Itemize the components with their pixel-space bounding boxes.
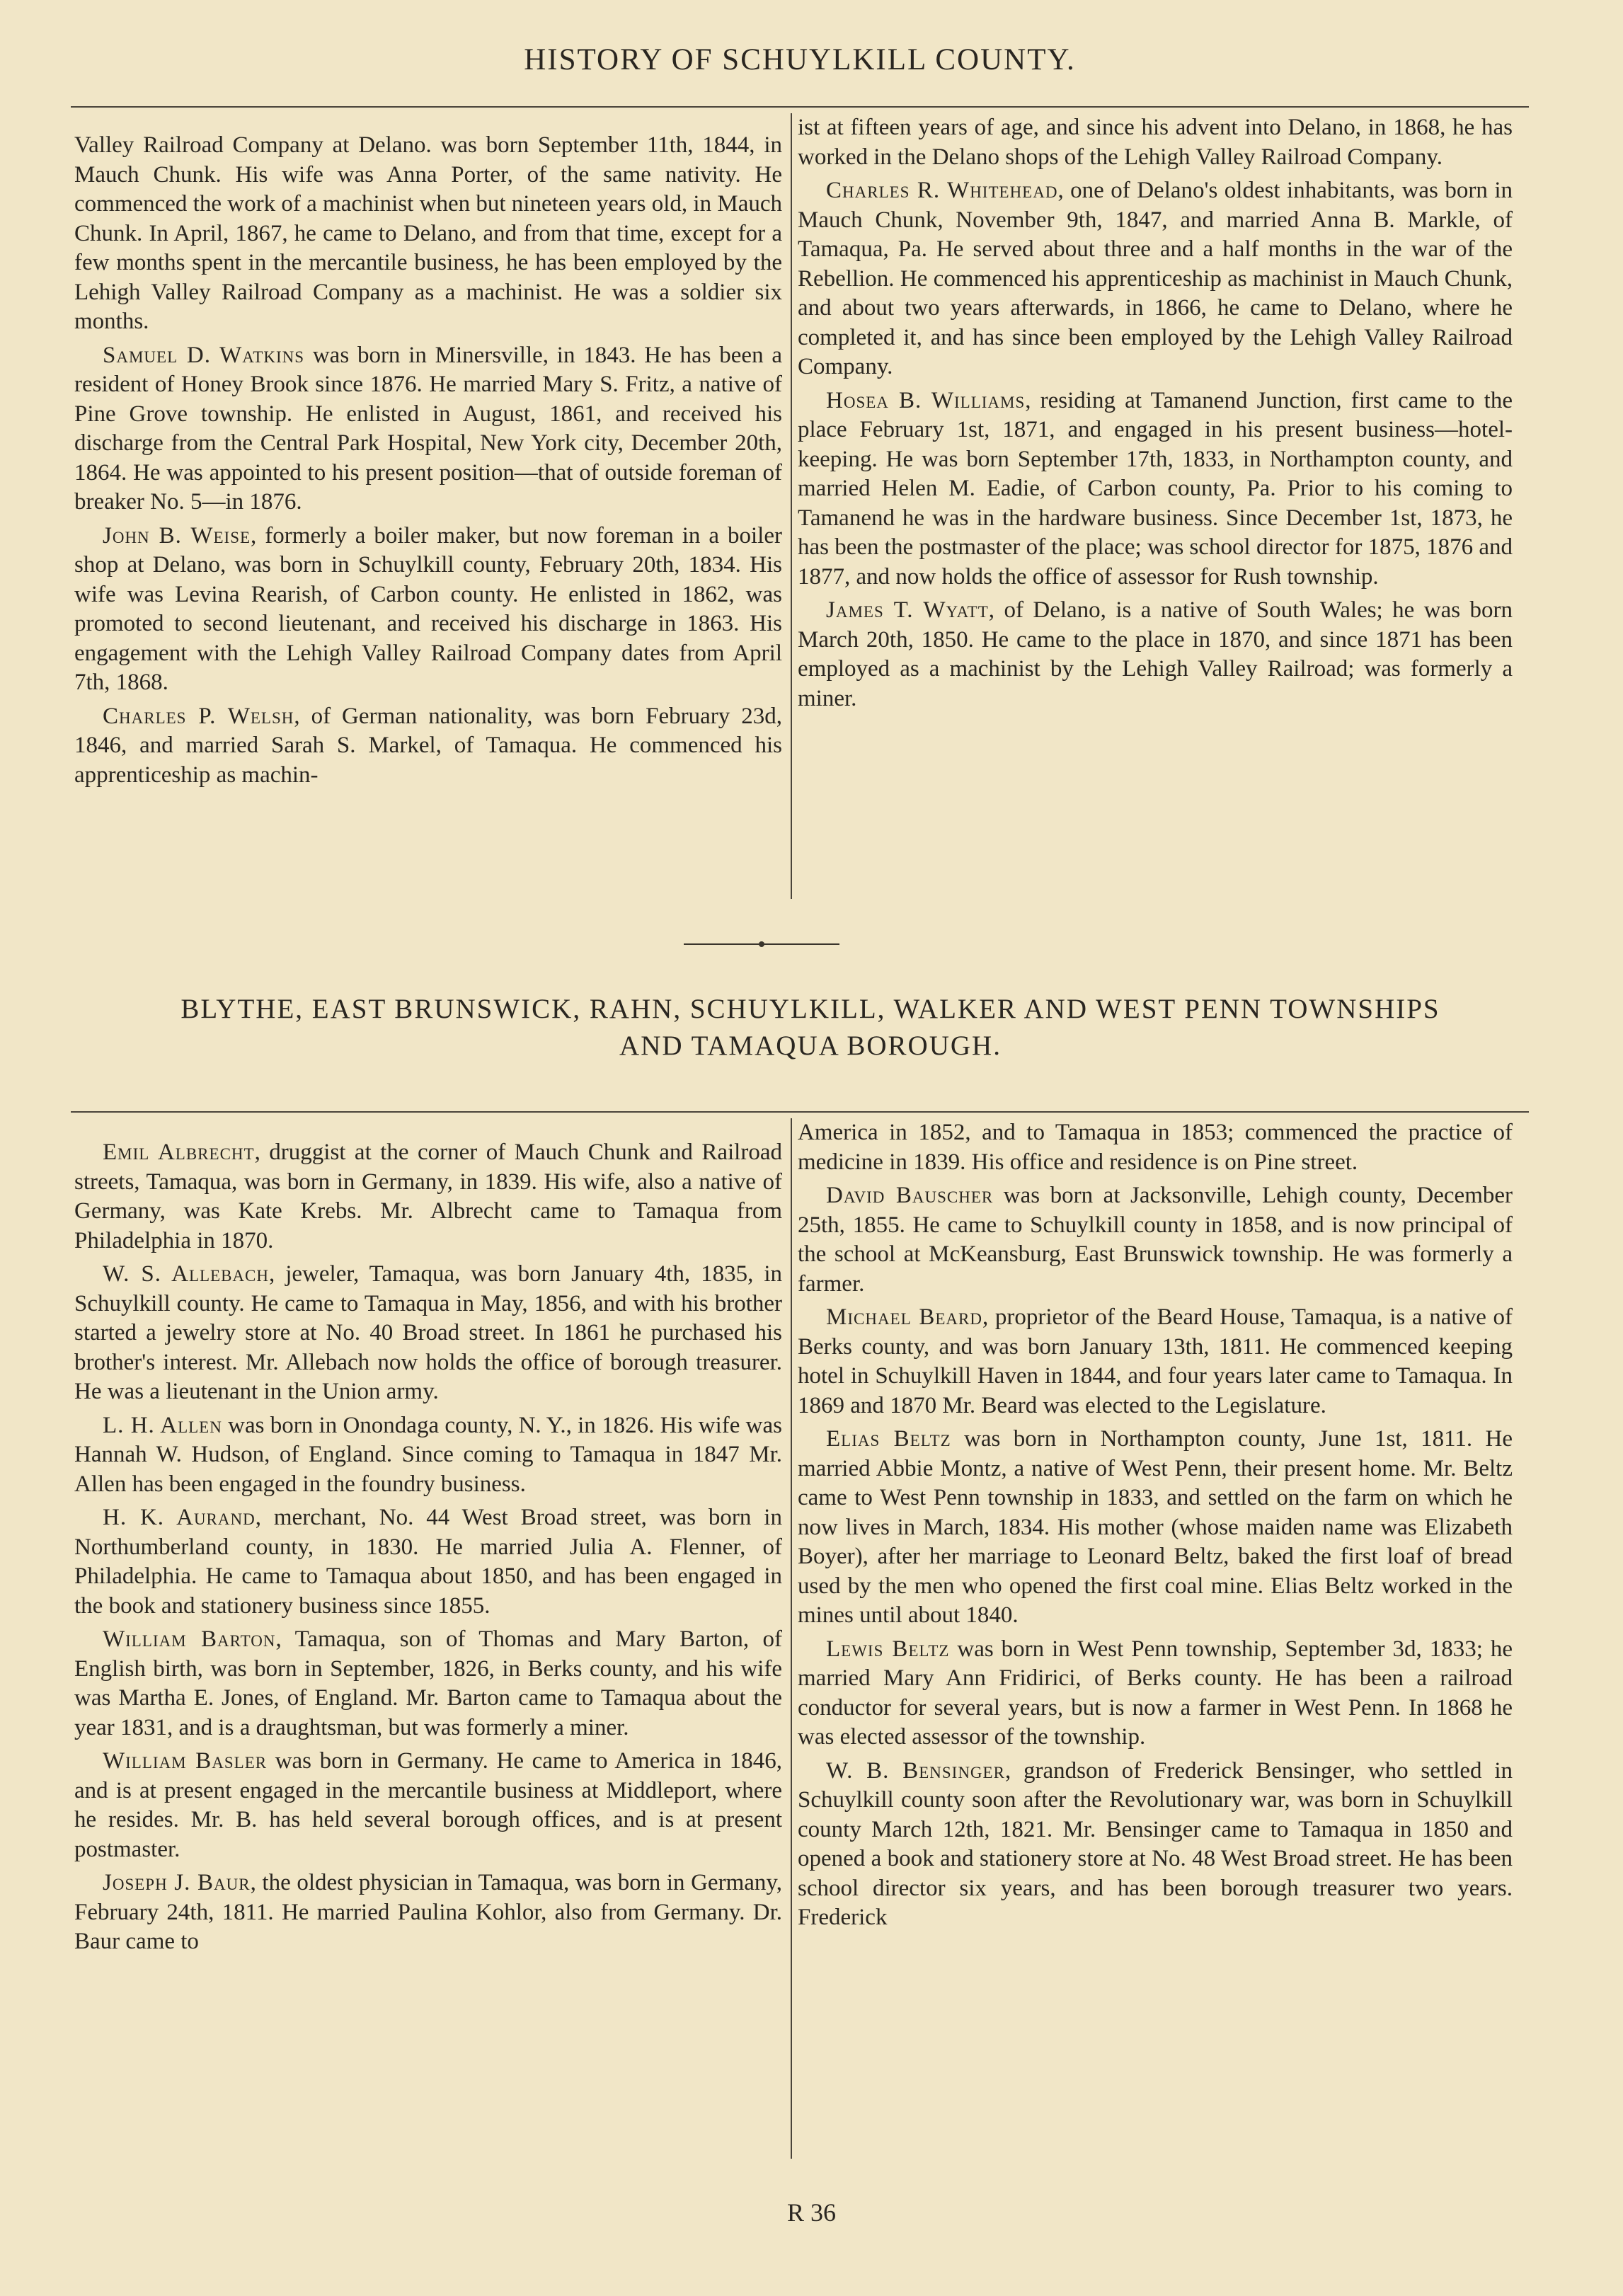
biography-paragraph (74, 702, 782, 791)
person-name: Lewis Beltz (826, 1636, 950, 1662)
biography-text: was born in West Penn township, September 3d, 1833; he married Mary Ann Fridirici, of Berks county. He has been a railroad conductor for several years, but is now a farmer in West Penn. In 1868 he was elected assessor of the township. (798, 1636, 1513, 1750)
biography-paragraph (798, 1425, 1513, 1631)
biography-paragraph (74, 1260, 782, 1407)
biography-text: was born in Minersville, in 1843. He has been a resident of Honey Brook since 1876. He married Mary S. Fritz, a native of Pine Grove township. He enlisted in August, 1861, and received his discharge from the Central Park Hospital, New York city, December 20th, 1864. He was appointed to his present position—that of outside foreman of breaker No. 5—in 1876. (74, 342, 782, 515)
biography-text: was born at Jacksonville, Lehigh county, December 25th, 1855. He came to Schuylkill county in 1858, and is now principal of the school at McKeansburg, East Brunswick township. He was formerly a farmer. (798, 1183, 1513, 1297)
person-name: Elias Beltz (826, 1426, 951, 1452)
biography-paragraph (798, 1181, 1513, 1299)
person-name: Emil Albrecht (103, 1140, 255, 1165)
person-name: Charles R. Whitehead (826, 178, 1058, 203)
biography-paragraph (798, 386, 1513, 592)
biography-paragraph (74, 1503, 782, 1621)
biography-text: , jeweler, Tamaqua, was born January 4th, 1835, in Schuylkill county. He came to Tamaqua in May, 1856, and with his brother started a jewelry store at No. 40 Broad street. In 1861 he purchased his brother's interest. Mr. Allebach now holds the office of borough treasurer. He was a lieutenant in the Union army. (74, 1261, 783, 1404)
person-name: Charles P. Welsh (103, 703, 294, 729)
biography-text: , one of Delano's oldest inhabitants, was born in Mauch Chunk, November 9th, 1847, and married Anna B. Markle, of Tamaqua, Pa. He served about three and a half months in the war of the Rebellion. He commenced his apprenticeship as machinist in Mauch Chunk, and about two years afterwards, in 1866, he came to Delano, where he completed it, and has since been employed by the Lehigh Valley Railroad Company. (798, 178, 1513, 379)
person-name: H. K. Aurand (103, 1505, 256, 1530)
biography-paragraph (74, 1747, 782, 1864)
biography-text: ist at fifteen years of age, and since his advent into Delano, in 1868, he has worked in the Delano shops of the Lehigh Valley Railroad Company. (798, 115, 1513, 170)
biography-paragraph (798, 596, 1513, 713)
biography-text: , merchant, No. 44 West Broad street, was born in Northumberland county, in 1830. He married Julia A. Flenner, of Philadelphia. He came to Tamaqua about 1850, and has been engaged in the book and stationery business since 1855. (74, 1505, 782, 1619)
biography-text: , of Delano, is a native of South Wales; he was born March 20th, 1850. He came to the place in 1870, and since 1871 has been employed as a machinist by the Lehigh Valley Railroad; was formerly a miner. (798, 597, 1513, 711)
biography-text: was born in Germany. He came to America in 1846, and is at present engaged in the mercantile business at Middleport, where he resides. Mr. B. has held several borough offices, and is at present postmaster. (74, 1748, 782, 1862)
biography-paragraph (798, 1757, 1513, 1933)
top-right-column (798, 113, 1513, 718)
biography-paragraph (74, 1625, 782, 1743)
biography-text: , of German nationality, was born February 23d, 1846, and married Sarah S. Markel, of Tamaqua. He commenced his apprenticeship as machin- (74, 703, 782, 788)
person-name: John B. Weise (103, 522, 251, 549)
biography-paragraph (798, 1303, 1513, 1420)
section-rule (71, 1111, 1529, 1113)
biography-paragraph (798, 1635, 1513, 1752)
section-title (71, 991, 1550, 1064)
person-name: W. S. Allebach (103, 1261, 269, 1287)
person-name: Samuel D. Watkins (103, 342, 305, 368)
biography-text: , druggist at the corner of Mauch Chunk and Railroad streets, Tamaqua, was born in Germany, in 1839. His wife, also a native of Germany, was Kate Krebs. Mr. Albrecht came to Tamaqua from Philadelphia in 1870. (74, 1140, 782, 1253)
biography-paragraph (74, 1869, 782, 1957)
person-name: David Bauscher (826, 1183, 994, 1208)
biography-text: , residing at Tamanend Junction, first came to the place February 1st, 1871, and engaged in his present business—hotel-keeping. He was born September 17th, 1833, in Northampton county, and married Helen M. Eadie, of Carbon county, Pa. Prior to his coming to Tamanend he was in the hardware business. Since December 1st, 1873, he has been the postmaster of the place; was school director for 1875, 1876 and 1877, and now holds the office of assessor for Rush township. (798, 387, 1513, 590)
biography-paragraph (74, 1138, 782, 1256)
biography-paragraph (74, 1411, 782, 1500)
biography-text: , proprietor of the Beard House, Tamaqua, is a native of Berks county, and was born January 13th, 1811. He commenced keeping hotel in Schuylkill Haven in 1844, and four years later came to Tamaqua. In 1869 and 1870 Mr. Beard was elected to the Legislature. (798, 1304, 1513, 1418)
person-name: James T. Wyatt (826, 597, 989, 623)
biography-text: America in 1852, and to Tamaqua in 1853; commenced the practice of medicine in 1839. His office and residence is on Pine street. (798, 1120, 1513, 1175)
biography-paragraph (798, 113, 1513, 172)
person-name: Michael Beard (826, 1304, 982, 1330)
biography-text: was born in Northampton county, June 1st, 1811. He married Abbie Montz, a native of West Penn, their present home. Mr. Beltz came to West Penn township in 1833, and settled on the farm on which he now lives in March, 1834. His mother (whose maiden name was Elizabeth Boyer), after her marriage to Leonard Beltz, baked the first loaf of bread used by the men who opened the first coal mine. Elias Beltz worked in the mines until about 1840. (798, 1426, 1513, 1628)
biography-paragraph (74, 131, 782, 337)
biography-text: , the oldest physician in Tamaqua, was born in Germany, February 24th, 1811. He married Paulina Kohlor, also from Germany. Dr. Baur came to (74, 1870, 782, 1954)
section-title-line-1: BLYTHE, EAST BRUNSWICK, RAHN, SCHUYLKILL, WALKER AND WEST PENN TOWNSHIPS (180, 994, 1440, 1024)
top-column-divider (791, 113, 792, 899)
ornament-divider (684, 940, 839, 948)
biography-text: Valley Railroad Company at Delano. was born September 11th, 1844, in Mauch Chunk. His wife was Anna Porter, of the same nativity. He commenced the work of a machinist when but nineteen years old, in Mauch Chunk. In April, 1867, he came to Delano, and from that time, except for a few months spent in the mercantile business, he has been employed by the Lehigh Valley Railroad Company as a machinist. He was a soldier six months. (74, 132, 782, 334)
person-name: Joseph J. Baur (103, 1870, 251, 1895)
person-name: William Barton (103, 1626, 276, 1652)
biography-text: , Tamaqua, son of Thomas and Mary Barton, of English birth, was born in September, 1826, in Berks county, and his wife was Martha E. Jones, of England. Mr. Barton came to Tamaqua about the year 1831, and is a draughtsman, but was formerly a miner. (74, 1626, 782, 1740)
header-rule (71, 106, 1529, 108)
bottom-column-divider (791, 1118, 792, 2159)
biography-text: , formerly a boiler maker, but now foreman in a boiler shop at Delano, was born in Schuylkill county, February 20th, 1834. His wife was Levina Rearish, of Carbon county. He enlisted in 1862, was promoted to second lieutenant, and received his discharge in 1863. His engagement with the Lehigh Valley Railroad Company dates from April 7th, 1868. (74, 522, 782, 695)
biography-paragraph (798, 1118, 1513, 1177)
person-name: W. B. Bensinger (826, 1757, 1005, 1784)
person-name: Hosea B. Williams (826, 387, 1026, 413)
person-name: L. H. Allen (103, 1412, 222, 1438)
biography-paragraph (74, 522, 782, 698)
biography-paragraph (798, 176, 1513, 382)
biography-text: was born in Onondaga county, N. Y., in 1826. His wife was Hannah W. Hudson, of England. Since coming to Tamaqua in 1847 Mr. Allen has been engaged in the foundry business. (74, 1412, 782, 1497)
biography-text: , grandson of Frederick Bensinger, who settled in Schuylkill county soon after the Revolutionary war, was born in Schuylkill county March 12th, 1821. Mr. Bensinger came to Tamaqua in 1850 and opened a book and stationery store at No. 48 West Broad street. He has been school director six years, and has been borough treasurer two years. Frederick (798, 1757, 1513, 1930)
biography-paragraph (74, 341, 782, 517)
page-header: HISTORY OF SCHUYLKILL COUNTY. (524, 43, 1076, 76)
section-title-line-2: AND TAMAQUA BOROUGH. (619, 1031, 1002, 1061)
person-name: William Basler (103, 1748, 268, 1774)
bottom-right-column (798, 1118, 1513, 1937)
top-left-column (74, 131, 782, 794)
bottom-left-column (74, 1138, 782, 1961)
page-number: R 36 (786, 2198, 836, 2227)
